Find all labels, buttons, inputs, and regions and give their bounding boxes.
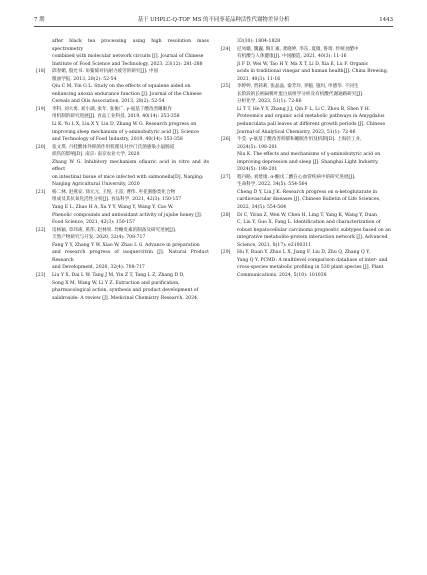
reference-number: [26] — [221, 137, 231, 143]
reference-line: Yang Q Y. PCMD: A multilevel comparison database of inter- and — [237, 257, 388, 263]
reference-text — [237, 212, 393, 250]
reference-entry — [36, 144, 209, 189]
reference-line: Hu Y, Ruan Y, Zhao L X, Jiang F, Liu D, Zhu Q, Zhang Q Y, — [237, 250, 371, 256]
reference-line: Nanjing Agricultural University, 2020 — [52, 182, 140, 188]
reference-line: salidroside: A review [J]. Medicinal Chemistry Research, 2024, — [52, 295, 199, 301]
reference-line: improving sleep mechanism of γ-aminobutyric acid [J]. Science — [52, 129, 199, 135]
reference-text — [237, 136, 393, 174]
reference-entry — [36, 227, 209, 272]
references-right-column — [221, 38, 393, 280]
reference-number: [22] — [36, 227, 46, 233]
reference-entry — [221, 174, 393, 212]
reference-line: Zhang W G. Inhibitory mechanism oflauric acid in vitro and its effect — [52, 159, 209, 173]
reference-line: and research progress of isoquercitrin [J]. Natural Product Research — [52, 250, 209, 263]
reference-line: improving depression and sleep [J]. Shanghai Light Industry, — [237, 159, 379, 165]
reference-line: Phenolic compounds and antioxidant activity of jujube honey [J]. — [52, 212, 203, 218]
reference-line: 2022, 34(5): 554-564 — [237, 205, 287, 211]
reference-line: Fang Y Y, Zhang Y W, Xiao W, Zhao L G. Advance in preparation — [52, 242, 200, 248]
reference-entry — [221, 83, 393, 136]
reference-line: 邱春媚, 殷允书. 角鲨烯对抗耐力疲劳的研究[J]. 中国 — [52, 69, 159, 75]
reference-entry — [36, 38, 209, 68]
reference-number: [28] — [221, 212, 231, 218]
reference-line: Di C, Yiran Z, Wen W, Chen H, Ling T, Yang K, Wang Y, Duan — [237, 212, 377, 218]
reference-number: [25] — [221, 84, 231, 90]
reference-entry — [36, 106, 209, 144]
reference-line: Song X M, Wang W, Li Y Z. Extraction and purification, — [52, 280, 180, 286]
reference-line: Li K, Yu L X, Liu X Y, Liu D, Zhang W G. Research progress on — [52, 122, 197, 128]
reference-line: Food Science, 2021, 42(3): 150-157 — [52, 220, 136, 226]
reference-text — [237, 174, 393, 212]
reference-line: 粮油学报, 2013, 28(2): 52-54 — [52, 76, 117, 82]
reference-line: after black tea processing using high resolution mass spectrometry — [52, 39, 209, 52]
reference-entry — [36, 189, 209, 227]
reference-line: 程丹路, 刘建康. α-酮戊二酸在心血管疾病中的研究进展[J]. — [237, 174, 356, 180]
reference-line: Cheng D Y, Liu J K. Research progress on α-ketoglutarate in — [237, 189, 378, 195]
reference-line: Yang E L, Zhao H A, Xu Y Y, Wang Y, Wang Y, Cao W. — [52, 205, 174, 211]
reference-line: Proteomics and organic acid metabolic pathways in Amygdalus — [237, 114, 385, 120]
reference-entry — [36, 68, 209, 106]
reference-line: cross-species metabolic profiling in 530 plant species [J]. Plant — [237, 265, 384, 271]
reference-line: 2024(5): 198-201 — [237, 144, 278, 150]
reference-line: 杨二林, 赵燕安, 徐元元, 王悦, 王雷, 曹伟. 枣花蜜酚类化合物 — [52, 189, 176, 195]
reference-line: 长阶段的长柄扁桃叶蛋白质组学分析及有机酸代谢通路研究[J]. — [237, 91, 364, 97]
reference-number: [19] — [36, 106, 46, 112]
reference-line: 张文琪. 月桂酸体外抑菌作用机理及对沙门氏菌感染小鼠肠道 — [52, 144, 175, 150]
reference-line: acids in traditional vinegar and human health[J]. China Brewing, — [237, 69, 389, 75]
reference-line: pedunculata pall leaves at different growth periods [J]. Chinese — [237, 122, 386, 128]
reference-line: Journal of Analytical Chemistry, 2023, 51(1): 72-86 — [237, 129, 356, 135]
reference-number: [18] — [36, 69, 46, 75]
reference-line: C, Liu Y, Guo X, Fang L. Identification and characterization of — [237, 220, 381, 226]
reference-line: 牛莹. γ-氨基丁酸改善抑郁和睡眠作用及机制[D]. 上海轻工业, — [237, 137, 362, 143]
reference-text — [237, 46, 393, 84]
reference-text — [237, 249, 393, 279]
page-number: 1443 — [379, 17, 393, 23]
reference-text — [237, 83, 393, 136]
reference-line: 分析化学, 2023, 51(1): 72-86 — [237, 99, 302, 105]
reference-line: 组成及其抗氧化活性分析[J]. 食品科学, 2021, 42(3): 150-157 — [52, 197, 182, 203]
reference-text — [52, 272, 209, 302]
reference-line: Cereals and Oils Association, 2013, 28(2): 52-54 — [52, 99, 165, 105]
reference-line: Ji F D, Wei W, Tao H Y, Ma X T, Li D, Xia E, Lu F. Organic — [237, 61, 369, 67]
reference-text — [52, 68, 209, 106]
reference-line: 2024(5): 198-201 — [237, 167, 278, 173]
reference-line: 有机酸与人体健康[J]. 中国酿造, 2021, 40(3): 11-16 — [237, 54, 347, 60]
reference-entry — [221, 212, 393, 250]
reference-text — [52, 144, 209, 189]
reference-line: 用机制的研究进展[J]. 食品工业科技, 2019, 40(14): 353-358 — [52, 114, 180, 120]
reference-line: 房杨颖, 章玮竣, 蕉伟, 赵林果. 异槲皮素的制备及研究进展[J]. — [52, 227, 177, 233]
reference-text — [52, 106, 209, 144]
reference-line: 天然产物研究与开发, 2020, 32(4): 708-717 — [52, 235, 146, 241]
reference-line: on intestinal tissue of mice infected with salmonella[D]. Nanjing: — [52, 174, 204, 180]
reference-line: Niu K. The effects and mechanisms of γ-aminobutyric acid on — [237, 152, 381, 158]
reference-number: [23] — [36, 272, 46, 278]
issue-number: 7 期 — [34, 17, 45, 23]
references-left-column — [36, 38, 209, 302]
reference-entry — [221, 136, 393, 174]
reference-entry — [221, 249, 393, 279]
reference-line: robust hepatocellular carcinoma prognostic subtypes based on an — [237, 227, 391, 233]
reference-text — [237, 38, 393, 46]
running-title: 基于 UHPLC-Q-TOF MS 的不同枣花品种活性代谢物差异分析 — [137, 17, 290, 23]
reference-line: combined with molecular network circuits [J]. Journal of Chinese — [52, 54, 204, 60]
reference-line: integrative metabolite-protein interaction network [J]. Advanced — [237, 235, 388, 241]
reference-line: 生命科学, 2022, 34(5): 554-564 — [237, 182, 308, 188]
reference-text — [52, 227, 209, 272]
reference-line: Science, 2021, 8(17): e2100311 — [237, 242, 312, 248]
reference-line: and Development, 2020, 32(4): 708-717 — [52, 265, 145, 271]
reference-line: pharmacological action, synthesis and product development of — [52, 288, 199, 294]
reference-line: enhancing anoxia endurance function [J]. Journal of the Chinese — [52, 91, 202, 97]
reference-entry — [36, 272, 209, 302]
reference-line: 2021, 40(3): 11-16 — [237, 76, 281, 82]
reference-entry — [221, 38, 393, 46]
reference-number: [21] — [36, 189, 46, 195]
reference-line: Communications, 2024, 5(10): 101038 — [237, 272, 327, 278]
running-header — [34, 14, 393, 27]
reference-line: 李科, 刘大勇, 刘小湖, 张年, 张俊广. γ-氨基丁酸改善睡眠作 — [52, 106, 172, 112]
reference-line: Li T T, He Y Y, Zhang J J, Qin F L, Li C, Zhou B, Shen Y H. — [237, 106, 371, 112]
reference-text — [52, 38, 209, 68]
reference-line: and Technology of Food Industry, 2019, 40(14): 353-358 — [52, 137, 183, 143]
reference-entry — [221, 46, 393, 84]
reference-line: cardiovascular diseases [J]. Chinese Bulletin of Life Sciences, — [237, 197, 381, 203]
reference-number: [24] — [221, 46, 231, 52]
reference-line: 李婷婷, 贾莉莉, 张晶晶, 秦芳玲, 李魁, 施玛, 申德华. 不同生 — [237, 84, 359, 90]
reference-line: Institute of Food Science and Technology, 2023, 23(12): 281-288 — [52, 61, 203, 67]
reference-line: Liu Y X, Dai L W, Tang J M, Yin Z T, Tang L Z, Zhang D D, — [52, 272, 185, 278]
reference-line: 尼凤娥, 魏巍, 陶汇素, 龚晓婷, 李东, 夏微, 鲁琦. 传统食醋中 — [237, 46, 359, 52]
reference-number: [27] — [221, 174, 231, 180]
reference-number: [29] — [221, 250, 231, 256]
reference-number: [20] — [36, 144, 46, 150]
reference-line: Qiu C M, Yin G L. Study on the effects of squalene aided on — [52, 84, 191, 90]
reference-text — [52, 189, 209, 227]
reference-line: 损伤的影响[D]. 南京: 南京农业大学, 2020 — [52, 152, 140, 158]
reference-line: 33(10): 1804-1828 — [237, 39, 281, 44]
